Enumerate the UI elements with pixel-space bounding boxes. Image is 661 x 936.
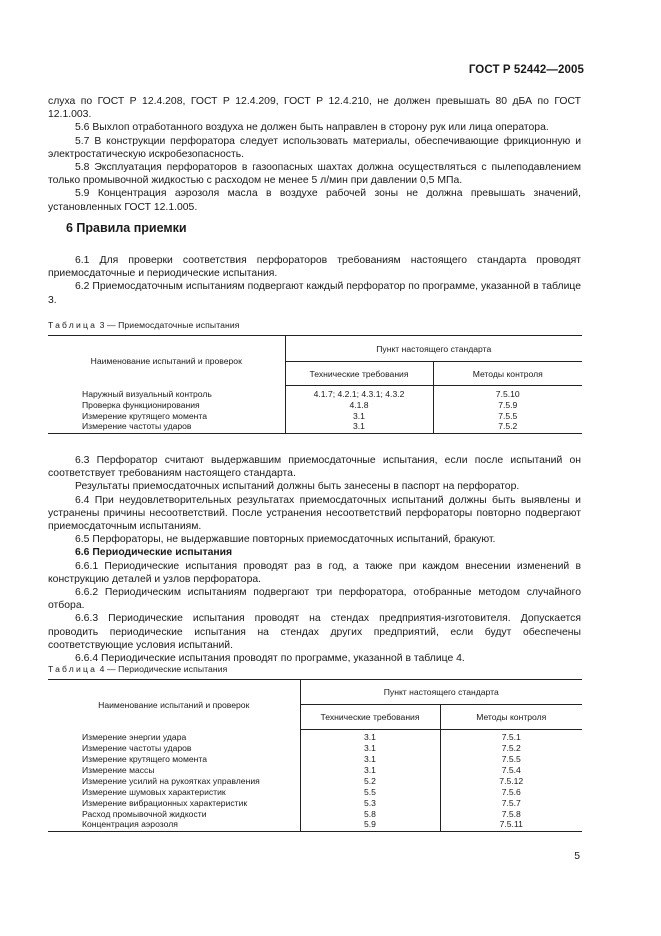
table-cell: Измерение энергии удара xyxy=(48,730,300,743)
document-header: ГОСТ Р 52442—2005 xyxy=(468,64,584,76)
table-cell: 4.1.7; 4.2.1; 4.3.1; 4.3.2 xyxy=(285,386,433,400)
table-cell: 7.5.6 xyxy=(501,786,521,797)
paragraph: 6.6.4 Периодические испытания проводят по программе, указанной в таблице 4. xyxy=(75,653,465,665)
table3-caption-word: Таблица xyxy=(48,320,98,330)
table-cell: Измерение вибрационных характеристик xyxy=(48,797,300,808)
table-cell: Концентрация аэрозоля xyxy=(48,819,300,831)
table4-caption-word: Таблица xyxy=(48,664,98,674)
table-cell: 3.1 xyxy=(300,742,440,753)
table-cell: 3.1 xyxy=(300,753,440,764)
table-cell: Измерение шумовых характеристик xyxy=(48,786,300,797)
paragraph: 6.6.3 Периодические испытания проводят на стендах предприятия-изготовителя. Допускается проводить периодические испытания на стендах других предприятий, если будут обеспечены соответствующие условия испытаний. xyxy=(48,613,581,651)
table-cell: Измерение крутящего момента xyxy=(48,753,300,764)
table-cell: 7.5.5 xyxy=(498,410,518,421)
paragraph: 6.6.1 Периодические испытания проводят раз в год, а также при каждом внесении изменений в конструкцию деталей и узлов перфоратора. xyxy=(48,560,581,585)
table-cell: 3.1 xyxy=(300,730,440,743)
table-cell: Проверка функционирования xyxy=(48,399,285,410)
table-cell: Наружный визуальный контроль xyxy=(48,386,285,400)
table-cell: Расход промывочной жидкости xyxy=(48,808,300,819)
table3-header-name: Наименование испытаний и проверок xyxy=(48,336,285,386)
table-cell: Измерение крутящего момента xyxy=(48,410,285,421)
paragraph: 6.3 Перфоратор считают выдержавшим приемосдаточные испытания, если после испытаний он соответствует требованиям настоящего стандарта. xyxy=(48,455,581,480)
table-cell: 5.8 xyxy=(300,808,440,819)
table-cell: 7.5.5 xyxy=(501,753,521,764)
paragraph: Результаты приемосдаточных испытаний должны быть занесены в паспорт на перфоратор. xyxy=(75,481,520,493)
table-cell: Измерение частоты ударов xyxy=(48,421,285,433)
paragraph: 6.6.2 Периодическим испытаниям подвергают три перфоратора, отобранные методом случайного отбора. xyxy=(48,587,581,612)
table-cell: 5.2 xyxy=(300,775,440,786)
paragraph: 6.1 Для проверки соответствия перфораторов требованиям настоящего стандарта проводят приемосдаточные и периодические испытания. xyxy=(48,255,581,280)
table-cell: 7.5.11 xyxy=(499,819,523,830)
text-block-mid xyxy=(48,254,581,307)
table-cell: 3.1 xyxy=(285,410,433,421)
paragraph: 5.6 Выхлоп отработанного воздуха не должен быть направлен в сторону рук или лица оператора. xyxy=(75,122,549,134)
table3-caption xyxy=(48,320,240,330)
table4-header-req: Технические требования xyxy=(300,705,440,730)
section-title: 6 Правила приемки xyxy=(66,221,187,235)
table-cell: 5.5 xyxy=(300,786,440,797)
table3-header-req: Технические требования xyxy=(285,362,433,386)
table-cell: 3.1 xyxy=(300,764,440,775)
table4-caption-title: 4 — Периодические испытания xyxy=(97,664,228,674)
table-cell: 7.5.2 xyxy=(501,742,521,753)
table-cell: 7.5.1 xyxy=(501,732,521,742)
table-cell: 7.5.9 xyxy=(498,399,518,410)
table4-header-methods: Методы контроля xyxy=(440,705,582,730)
page-number: 5 xyxy=(574,851,580,862)
paragraph: 6.2 Приемосдаточным испытаниям подвергают каждый перфоратор по программе, указанной в таблице 3. xyxy=(48,281,581,306)
paragraph: 5.8 Эксплуатация перфораторов в газоопасных шахтах должна осуществляться с пылеподавлением только промывочной жидкостью с расходом не менее 5 л/мин при давлении 0,5 МПа. xyxy=(48,162,581,187)
table4-header-name: Наименование испытаний и проверок xyxy=(48,680,300,730)
table-cell: 7.5.10 xyxy=(495,389,520,399)
table-cell: Измерение усилий на рукоятках управления xyxy=(48,775,300,786)
table-cell: 7.5.7 xyxy=(501,797,521,808)
table3-header-methods: Методы контроля xyxy=(433,362,582,386)
table-cell: Измерение массы xyxy=(48,764,300,775)
table-cell: 7.5.12 xyxy=(499,775,524,786)
paragraph: 6.5 Перфораторы, не выдержавшие повторных приемосдаточных испытаний, бракуют. xyxy=(75,534,496,546)
table3-caption-title: 3 — Приемосдаточные испытания xyxy=(97,320,240,330)
table-cell: 5.3 xyxy=(300,797,440,808)
table-cell: 4.1.8 xyxy=(285,399,433,410)
table4-caption xyxy=(48,664,227,674)
paragraph: слуха по ГОСТ Р 12.4.208, ГОСТ Р 12.4.209, ГОСТ Р 12.4.210, не должен превышать 80 дБА по ГОСТ 12.1.003. xyxy=(48,96,581,121)
table-cell: 7.5.8 xyxy=(501,808,521,819)
table-cell: Измерение частоты ударов xyxy=(48,742,300,753)
table4-header-group: Пункт настоящего стандарта xyxy=(300,680,582,705)
table-cell: 7.5.4 xyxy=(501,764,521,775)
table-4 xyxy=(48,679,582,832)
table-cell: 3.1 xyxy=(285,421,433,433)
text-block-top xyxy=(48,95,581,214)
table-cell: 5.9 xyxy=(300,819,440,831)
subsection-heading: 6.6 Периодические испытания xyxy=(75,547,233,559)
table-3 xyxy=(48,335,582,434)
table3-header-group: Пункт настоящего стандарта xyxy=(285,336,582,362)
table-cell: 7.5.2 xyxy=(498,421,518,432)
paragraph: 5.9 Концентрация аэрозоля масла в воздухе рабочей зоны не должна превышать значений, установленных ГОСТ 12.1.005. xyxy=(48,188,581,213)
text-block-bottom xyxy=(48,454,581,665)
paragraph: 6.4 При неудовлетворительных результатах приемосдаточных испытаний должны быть выявлены и устранены причины несоответствий. После устранения несоответствий перфораторы повторно подвергают приемосдаточным испытаниям. xyxy=(48,494,581,533)
paragraph: 5.7 В конструкции перфоратора следует использовать материалы, обеспечивающие фрикционную и электростатическую искробезопасность. xyxy=(48,135,581,160)
